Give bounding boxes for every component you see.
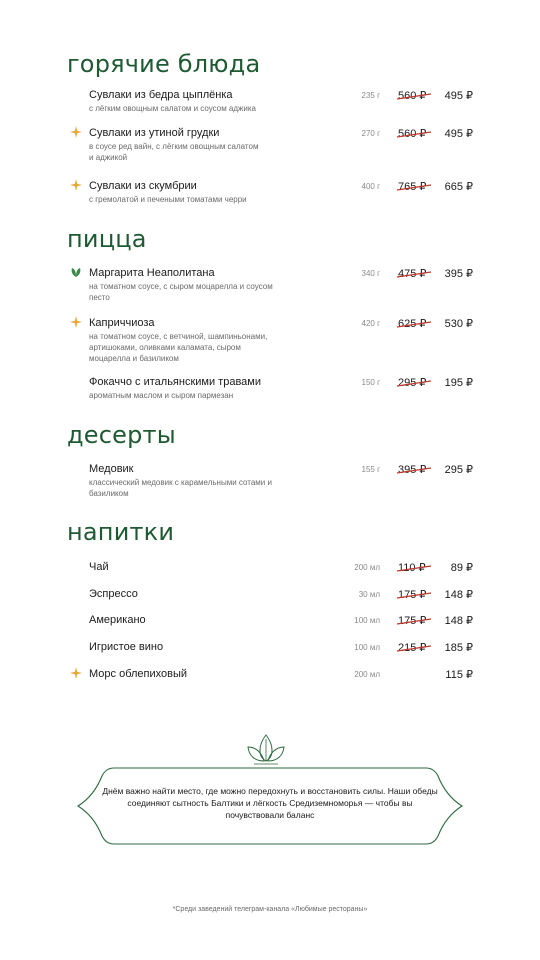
item-name: Маргарита Неаполитана bbox=[89, 267, 215, 279]
item-old-price: 215 ₽ bbox=[398, 642, 427, 654]
footnote: *Среди заведений телеграм-канала «Любимые рестораны» bbox=[172, 906, 368, 913]
strikethrough-mark bbox=[396, 267, 432, 281]
item-price: 148 ₽ bbox=[444, 589, 473, 601]
item-description: в соусе ред вайн, с лёгким овощным салатом и аджикой bbox=[89, 142, 259, 162]
item-weight: 100 мл bbox=[354, 643, 380, 652]
item-description: с лёгким овощным салатом и соусом аджика bbox=[89, 104, 256, 113]
star-icon bbox=[70, 179, 82, 191]
item-weight: 420 г bbox=[361, 319, 380, 328]
item-description: классический медовик с карамельными сотами и базиликом bbox=[89, 478, 272, 498]
item-old-price: 560 ₽ bbox=[398, 128, 427, 140]
leaf-icon bbox=[70, 266, 82, 278]
item-price: 495 ₽ bbox=[444, 90, 473, 102]
item-description: ароматным маслом и сыром пармезан bbox=[89, 391, 234, 400]
item-old-price: 175 ₽ bbox=[398, 615, 427, 627]
slogan-text: Днём важно найти место, где можно передохнуть и восстановить силы. Наши обеды соединяют сытность Балтики и лёгкость Средиземноморья — чтобы вы почувствовали баланс bbox=[102, 786, 438, 820]
item-old-price: 625 ₽ bbox=[398, 318, 427, 330]
item-name: Сувлаки из скумбрии bbox=[89, 180, 197, 192]
item-old-price: 295 ₽ bbox=[398, 377, 427, 389]
item-price: 295 ₽ bbox=[444, 464, 473, 476]
strikethrough-mark bbox=[396, 561, 432, 575]
strikethrough-mark bbox=[396, 317, 432, 331]
item-price: 148 ₽ bbox=[444, 615, 473, 627]
item-weight: 270 г bbox=[361, 129, 380, 138]
strikethrough-mark bbox=[396, 614, 432, 628]
item-old-price: 475 ₽ bbox=[398, 268, 427, 280]
item-name: Сувлаки из бедра цыплёнка bbox=[89, 89, 233, 101]
item-price: 495 ₽ bbox=[444, 128, 473, 140]
item-name: Медовик bbox=[89, 463, 134, 475]
item-name: Эспрессо bbox=[89, 588, 138, 600]
item-name: Фокаччо с итальянскими травами bbox=[89, 376, 261, 388]
item-price: 395 ₽ bbox=[444, 268, 473, 280]
item-description: на томатном соусе, с ветчиной, шампиньонами, артишоками, оливками каламата, сыром моцарелла и базиликом bbox=[89, 332, 268, 363]
item-old-price: 765 ₽ bbox=[398, 181, 427, 193]
strikethrough-mark bbox=[396, 180, 432, 194]
item-price: 530 ₽ bbox=[444, 318, 473, 330]
item-price: 665 ₽ bbox=[444, 181, 473, 193]
star-icon bbox=[70, 667, 82, 679]
item-old-price: 560 ₽ bbox=[398, 90, 427, 102]
item-weight: 340 г bbox=[361, 269, 380, 278]
star-icon bbox=[70, 316, 82, 328]
item-description: с гремолатой и печеными томатами черри bbox=[89, 195, 247, 204]
item-price: 185 ₽ bbox=[444, 642, 473, 654]
item-price: 89 ₽ bbox=[450, 562, 473, 574]
item-weight: 155 г bbox=[361, 465, 380, 474]
strikethrough-mark bbox=[396, 463, 432, 477]
item-old-price: 395 ₽ bbox=[398, 464, 427, 476]
strikethrough-mark bbox=[396, 376, 432, 390]
item-weight: 30 мл bbox=[358, 590, 380, 599]
item-name: Сувлаки из утиной грудки bbox=[89, 127, 220, 139]
strikethrough-mark bbox=[396, 641, 432, 655]
section-title-hot-dishes: горячие блюда bbox=[67, 50, 261, 78]
item-weight: 235 г bbox=[361, 91, 380, 100]
item-old-price: 110 ₽ bbox=[398, 562, 426, 574]
item-name: Морс облепиховый bbox=[89, 668, 188, 680]
item-name: Чай bbox=[89, 561, 109, 573]
item-name: Игристое вино bbox=[89, 641, 164, 653]
item-old-price: 175 ₽ bbox=[398, 589, 427, 601]
item-price: 195 ₽ bbox=[444, 377, 473, 389]
strikethrough-mark bbox=[396, 588, 432, 602]
item-weight: 100 мл bbox=[354, 616, 380, 625]
section-title-desserts: десерты bbox=[67, 421, 176, 449]
item-name: Американо bbox=[89, 614, 146, 626]
item-weight: 200 мл bbox=[354, 563, 380, 572]
star-icon bbox=[70, 126, 82, 138]
leaves-emblem-icon bbox=[246, 731, 286, 767]
item-weight: 150 г bbox=[361, 378, 380, 387]
section-title-drinks: напитки bbox=[67, 518, 175, 546]
item-weight: 400 г bbox=[361, 182, 380, 191]
item-weight: 200 мл bbox=[354, 670, 380, 679]
section-title-pizza: пицца bbox=[67, 225, 147, 253]
strikethrough-mark bbox=[396, 127, 432, 141]
item-name: Каприччиоза bbox=[89, 317, 155, 329]
item-description: на томатном соусе, с сыром моцарелла и соусом песто bbox=[89, 282, 273, 302]
item-price: 115 ₽ bbox=[445, 669, 473, 681]
strikethrough-mark bbox=[396, 89, 432, 103]
